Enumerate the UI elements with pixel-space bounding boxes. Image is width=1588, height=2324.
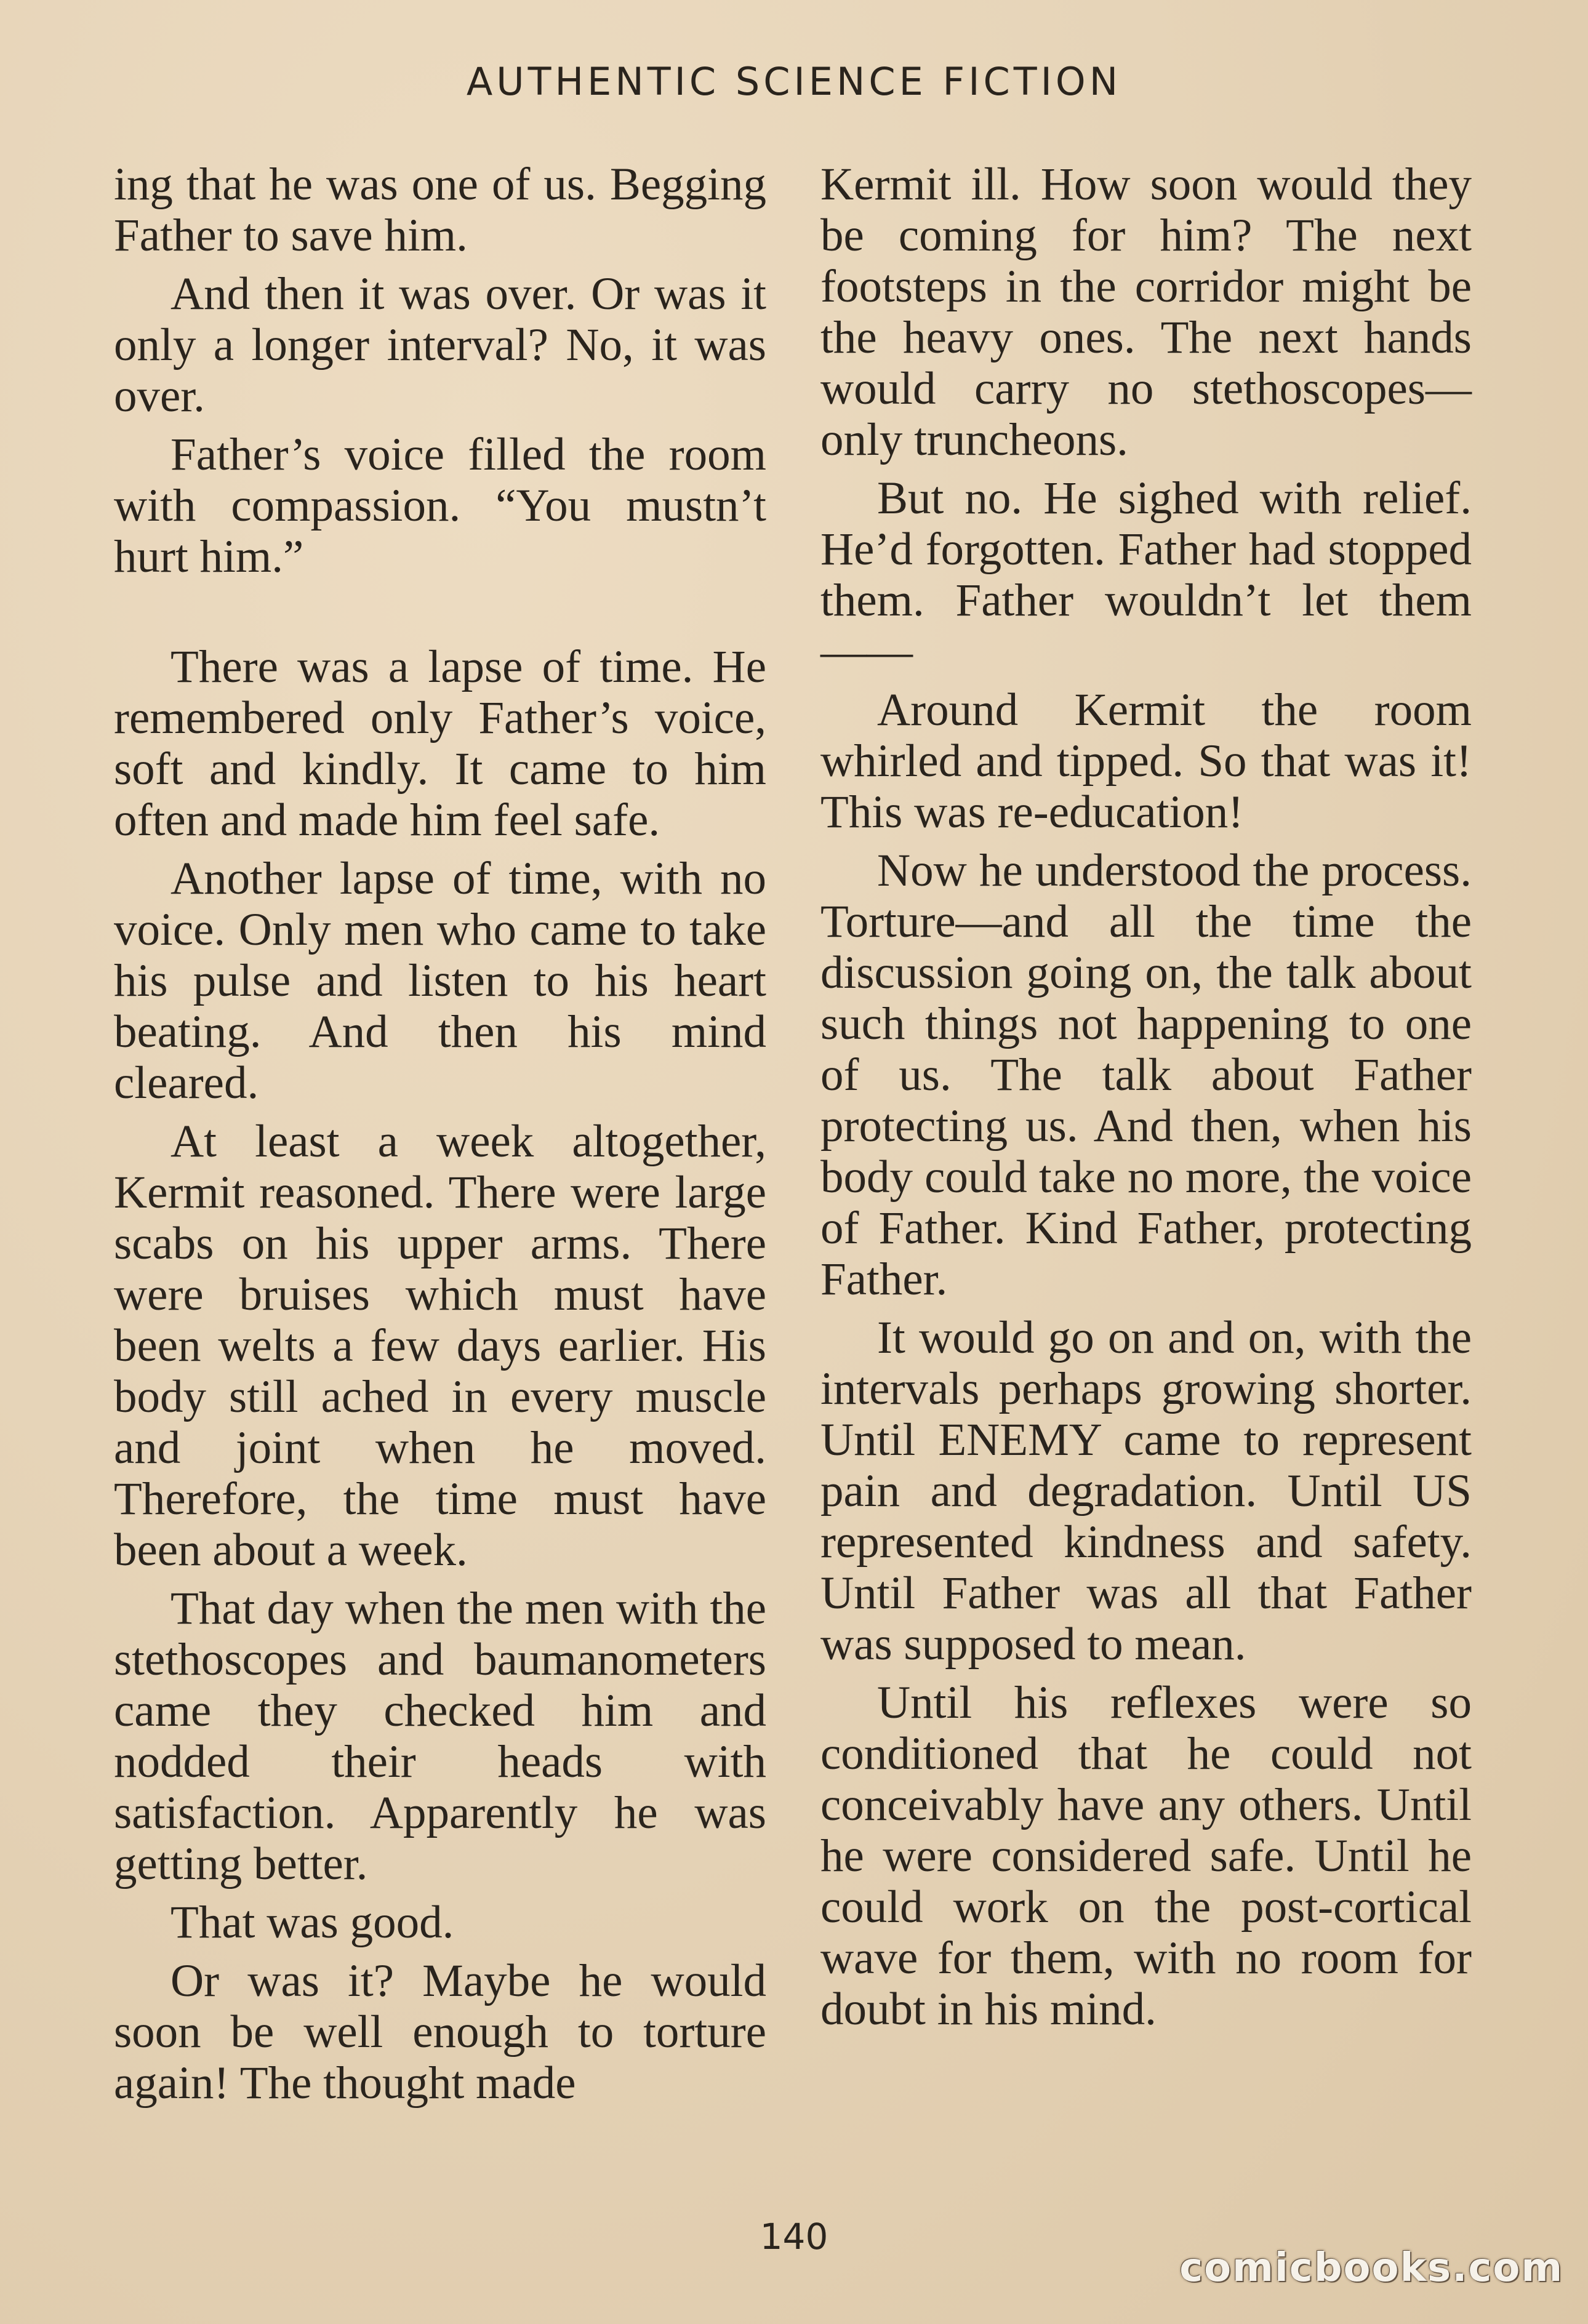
right-paragraph-5: It would go on and on, with the intervals perhaps growing shorter. Until ENEMY came to represent pain and degradation. Until US represented kindness and safety. Until Father was all that Father was supposed to mean. — [820, 1312, 1472, 1670]
left-paragraph-4: There was a lapse of time. He remembered only Father’s voice, soft and kindly. It came to him often and made him feel safe. — [114, 641, 766, 846]
left-paragraph-9: Or was it? Maybe he would soon be well enough to torture again! The thought made — [114, 1955, 766, 2109]
running-title: AUTHENTIC SCIENCE FICTION — [466, 59, 1122, 104]
left-column — [114, 159, 766, 2116]
left-paragraph-6: At least a week altogether, Kermit reasoned. There were large scabs on his upper arms. There were bruises which must have been welts a few days earlier. His body still ached in every muscle and joint when he moved. Therefore, the time must have been about a week. — [114, 1116, 766, 1576]
left-paragraph-8: That was good. — [170, 1897, 454, 1948]
left-paragraph-2: And then it was over. Or was it only a longer interval? No, it was over. — [114, 268, 766, 422]
watermark-logo: comicbooks.com — [1179, 2245, 1563, 2291]
page-number: 140 — [760, 2216, 828, 2258]
right-paragraph-4: Now he understood the process. Torture—and all the time the discussion going on, the talk about such things not happening to one of us. The talk about Father protecting us. And then, when his body could take no more, the voice of Father. Kind Father, protecting Father. — [820, 845, 1472, 1305]
right-paragraph-6: Until his reflexes were so conditioned that he could not conceivably have any others. Until he were considered safe. Until he could work on the post-cortical wave for them, with no room for doubt in his mind. — [820, 1677, 1472, 2035]
right-paragraph-3: Around Kermit the room whirled and tipped. So that was it! This was re-education! — [820, 684, 1472, 838]
left-paragraph-1: ing that he was one of us. Begging Father to save him. — [114, 159, 766, 261]
left-paragraph-7: That day when the men with the stethoscopes and baumanometers came they checked him and nodded their heads with satisfaction. Apparently he was getting better. — [114, 1583, 766, 1889]
right-paragraph-1: Kermit ill. How soon would they be coming for him? The next footsteps in the corridor might be the heavy ones. The next hands would carry no stethoscopes—only truncheons. — [820, 159, 1472, 465]
right-paragraph-2: But no. He sighed with relief. He’d forgotten. Father had stopped them. Father wouldn’t let them—— — [820, 473, 1472, 677]
right-column — [820, 159, 1472, 2042]
left-paragraph-5: Another lapse of time, with no voice. Only men who came to take his pulse and listen to his heart beating. And then his mind cleared. — [114, 853, 766, 1108]
left-paragraph-3: Father’s voice filled the room with compassion. “You mustn’t hurt him.” — [114, 429, 766, 582]
